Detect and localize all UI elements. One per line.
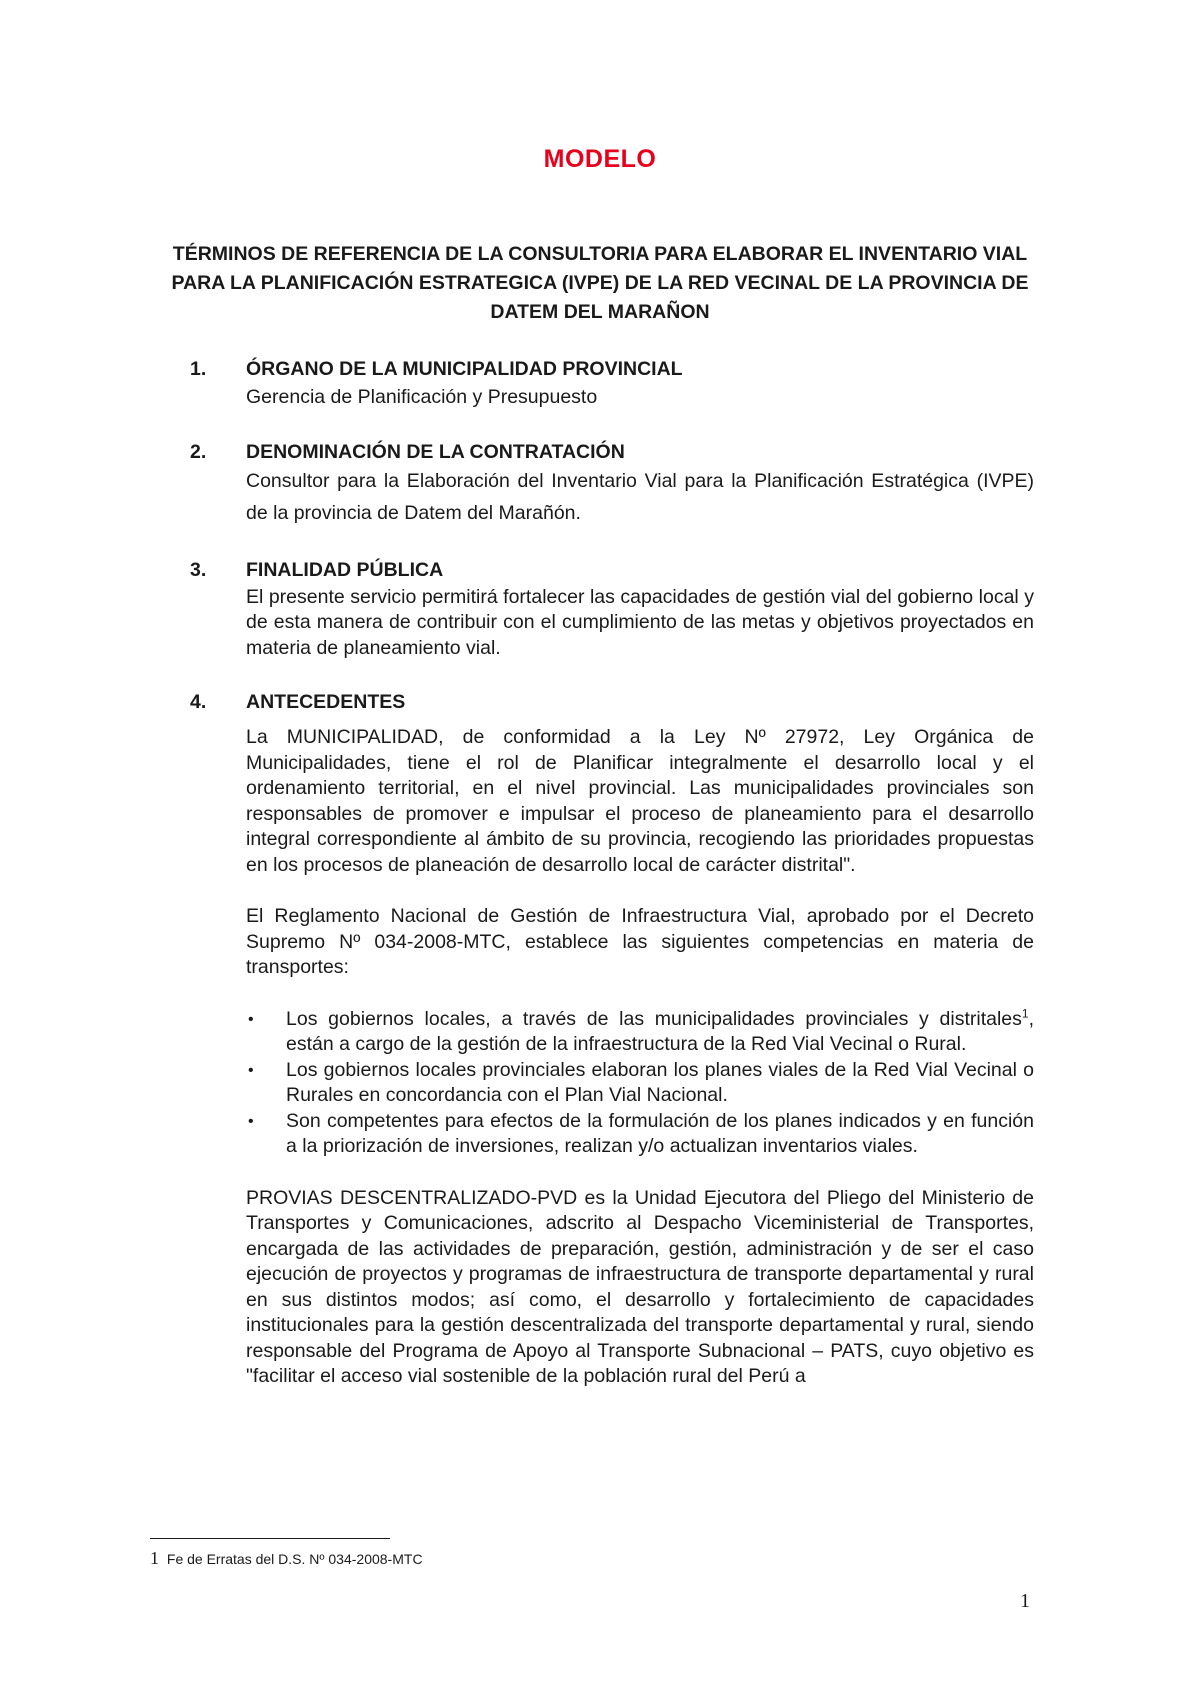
- bullet-icon: •: [248, 1112, 254, 1130]
- footnote: [150, 1548, 423, 1569]
- section-number: 3.: [190, 558, 207, 581]
- sections-container: [0, 356, 1200, 1413]
- list-item: [246, 1007, 1034, 1058]
- page-number: 1: [1020, 1590, 1030, 1612]
- section-number: 2.: [190, 440, 207, 463]
- list-item: [246, 1058, 1034, 1109]
- list-item-text: Los gobiernos locales, a través de las municipalidades provinciales y distritales: [286, 1007, 1022, 1030]
- antecedentes-paragraph-2: El Reglamento Nacional de Gestión de Infraestructura Vial, aprobado por el Decreto Supremo Nº 034-2008-MTC, establece las siguientes competencias en materia de transportes:: [246, 905, 1034, 978]
- list-item-text: Son competentes para efectos de la formulación de los planes indicados y en función a la priorización de inversiones, realizan y/o actualizan inventarios viales.: [286, 1109, 1034, 1157]
- section-finalidad: [0, 557, 1200, 662]
- list-item-text: Los gobiernos locales provinciales elaboran los planes viales de la Red Vial Vecinal o Rurales en concordancia con el Plan Vial Nacional.: [286, 1058, 1034, 1106]
- bullet-icon: •: [248, 1010, 254, 1028]
- competencias-list: [246, 1007, 1034, 1160]
- section-heading: DENOMINACIÓN DE LA CONTRATACIÓN: [246, 440, 625, 463]
- section-heading: FINALIDAD PÚBLICA: [246, 558, 444, 581]
- bullet-icon: •: [248, 1061, 254, 1079]
- section-body: El presente servicio permitirá fortalecer las capacidades de gestión vial del gobierno local y de esta manera de contribuir con el cumplimiento de las metas y objetivos proyectados en materia de planeamiento vial.: [246, 585, 1034, 659]
- section-organo: [0, 356, 1200, 411]
- section-heading: ANTECEDENTES: [246, 691, 406, 713]
- section-antecedentes: [0, 689, 1200, 1390]
- section-body: Consultor para la Elaboración del Inventario Vial para la Planificación Estratégica (IVPE) de la provincia de Datem del Marañón.: [246, 469, 1034, 524]
- footnote-reference[interactable]: 1: [1021, 1006, 1029, 1020]
- section-number: 4.: [190, 691, 207, 713]
- footnote-text: Fe de Erratas del D.S. Nº 034-2008-MTC: [166, 1551, 423, 1567]
- section-number: 1.: [190, 358, 207, 380]
- footnote-mark: 1: [150, 1548, 159, 1568]
- section-heading: ÓRGANO DE LA MUNICIPALIDAD PROVINCIAL: [246, 358, 683, 380]
- footnote-divider: [150, 1538, 390, 1539]
- document-title: TÉRMINOS DE REFERENCIA DE LA CONSULTORIA PARA ELABORAR EL INVENTARIO VIAL PARA LA PLANIFICACIÓN ESTRATEGICA (IVPE) DE LA RED VECINAL DE LA PROVINCIA DE DATEM DEL MARAÑON: [171, 243, 1029, 323]
- section-body: Gerencia de Planificación y Presupuesto: [246, 386, 598, 408]
- antecedentes-paragraph-3: PROVIAS DESCENTRALIZADO-PVD es la Unidad Ejecutora del Pliego del Ministerio de Transportes y Comunicaciones, adscrito al Despacho Viceministerial de Transportes, encargada de las actividades de preparación, gestión, administración y de ser el caso ejecución de proyectos y programas de infraestructura de transporte departamental y rural en sus distintos modos; así como, el desarrollo y fortalecimiento de capacidades institucionales para la gestión descentralizada del transporte departamental y rural, siendo responsable del Programa de Apoyo al Transporte Subnacional – PATS, cuyo objetivo es "facilitar el acceso vial sostenible de la población rural del Perú a: [246, 1186, 1034, 1387]
- list-item-text-cont: , están a cargo de la gestión de la infraestructura de la Red Vial Vecinal o Rural.: [286, 1007, 1034, 1055]
- antecedentes-paragraph-1: La MUNICIPALIDAD, de conformidad a la Ley Nº 27972, Ley Orgánica de Municipalidades, tiene el rol de Planificar integralmente el desarrollo local y el ordenamiento territorial, en el nivel provincial. Las municipalidades provinciales son responsables de promover e impulsar el proceso de planeamiento para el desarrollo integral correspondiente al ámbito de su provincia, recogiendo las prioridades propuestas en los procesos de planeación de desarrollo local de carácter distrital".: [246, 726, 1034, 876]
- model-label: MODELO: [543, 145, 657, 173]
- list-item: [246, 1109, 1034, 1160]
- section-denominacion: [0, 439, 1200, 529]
